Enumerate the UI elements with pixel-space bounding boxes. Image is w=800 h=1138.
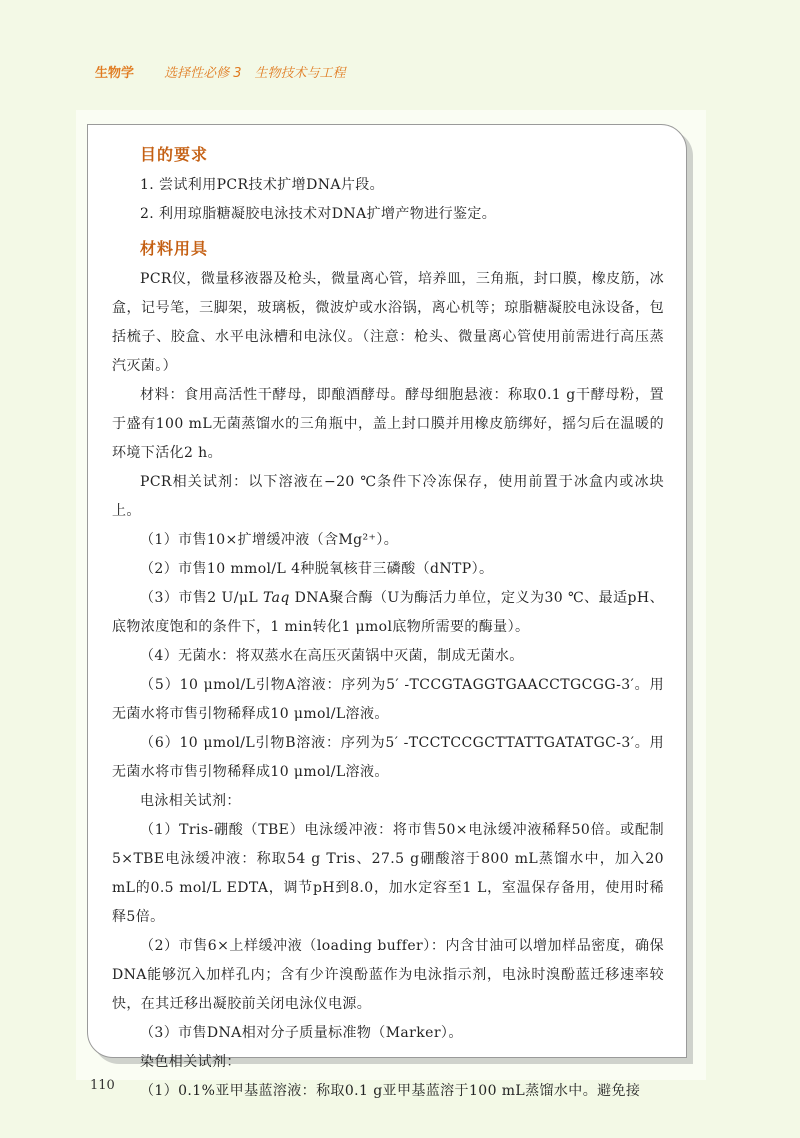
running-header (95, 62, 346, 81)
page-number: 110 (90, 1078, 115, 1093)
electrophoresis-intro: 电泳相关试剂： (140, 793, 241, 809)
staining-reagent-1: （1）0.1%亚甲基蓝溶液：称取0.1 g亚甲基蓝溶于100 mL蒸馏水中。避免接 (140, 1083, 641, 1099)
pcr-reagents-intro: PCR相关试剂：以下溶液在−20 ℃条件下冷冻保存，使用前置于冰盒内或冰块上。 (112, 474, 664, 519)
pcr-reagent-4: （4）无菌水：将双蒸水在高压灭菌锅中灭菌，制成无菌水。 (140, 648, 524, 664)
pcr-reagent-3-start: （3）市售2 U/μL (140, 590, 263, 606)
electrophoresis-reagent-3: （3）市售DNA相对分子质量标准物（Marker）。 (140, 1025, 463, 1041)
pcr-reagent-1: （1）市售10×扩增缓冲液（含Mg²⁺）。 (140, 532, 399, 548)
card-content (112, 139, 664, 1106)
staining-intro: 染色相关试剂： (140, 1054, 241, 1070)
pcr-reagent-2: （2）市售10 mmol/L 4种脱氧核苷三磷酸（dNTP）。 (140, 561, 494, 577)
taq-italic: Taq (262, 590, 290, 606)
materials-heading: 材料用具 (140, 239, 209, 258)
goals-heading: 目的要求 (140, 145, 209, 164)
materials-paragraph-1: PCR仪，微量移液器及枪头，微量离心管，培养皿，三角瓶，封口膜，橡皮筋，冰盒，记号笔，三脚架，玻璃板，微波炉或水浴锅，离心机等；琼脂糖凝胶电泳设备，包括梳子、胶盒、水平电泳槽和电泳仪。（注意：枪头、微量离心管使用前需进行高压蒸汽灭菌。） (112, 271, 664, 374)
pcr-reagent-3 (112, 584, 664, 642)
goal-item-2: 2. 利用琼脂糖凝胶电泳技术对DNA扩增产物进行鉴定。 (140, 206, 497, 222)
materials-paragraph-2: 材料：食用高活性干酵母，即酿酒酵母。酵母细胞悬液：称取0.1 g干酵母粉，置于盛有100 mL无菌蒸馏水的三角瓶中，盖上封口膜并用橡皮筋绑好，摇匀后在温暖的环境下活化2 h。 (112, 387, 664, 461)
electrophoresis-reagent-1: （1）Tris-硼酸（TBE）电泳缓冲液：将市售50×电泳缓冲液稀释50倍。或配制5×TBE电泳缓冲液：称取54 g Tris、27.5 g硼酸溶于800 mL蒸馏水中，加入20 mL的0.5 mol/L EDTA，调节pH到8.0，加水定容至1 L，室温保存备用，使用时稀释5倍。 (112, 822, 664, 925)
electrophoresis-reagent-2: （2）市售6×上样缓冲液（loading buffer）：内含甘油可以增加样品密度，确保DNA能够沉入加样孔内；含有少许溴酚蓝作为电泳指示剂，电泳时溴酚蓝迁移速率较快，在其迁移出凝胶前关闭电泳仪电源。 (112, 938, 664, 1012)
pcr-reagent-6: （6）10 μmol/L引物B溶液：序列为5′ -TCCTCCGCTTATTGATATGC-3′。用无菌水将市售引物稀释成10 μmol/L溶液。 (112, 735, 664, 780)
header-subject: 生物学 (95, 66, 135, 81)
header-book-title: 选择性必修 3 生物技术与工程 (164, 66, 346, 81)
pcr-reagent-3-end: DNA聚合酶（U为酶活力单位，定义为30 ℃、最适pH、底物浓度饱和的条件下，1 min转化1 μmol底物所需要的酶量）。 (112, 590, 665, 635)
goal-item-1: 1. 尝试利用PCR技术扩增DNA片段。 (140, 177, 385, 193)
pcr-reagent-5: （5）10 μmol/L引物A溶液：序列为5′ -TCCGTAGGTGAACCTGCGG-3′。用无菌水将市售引物稀释成10 μmol/L溶液。 (112, 677, 664, 722)
